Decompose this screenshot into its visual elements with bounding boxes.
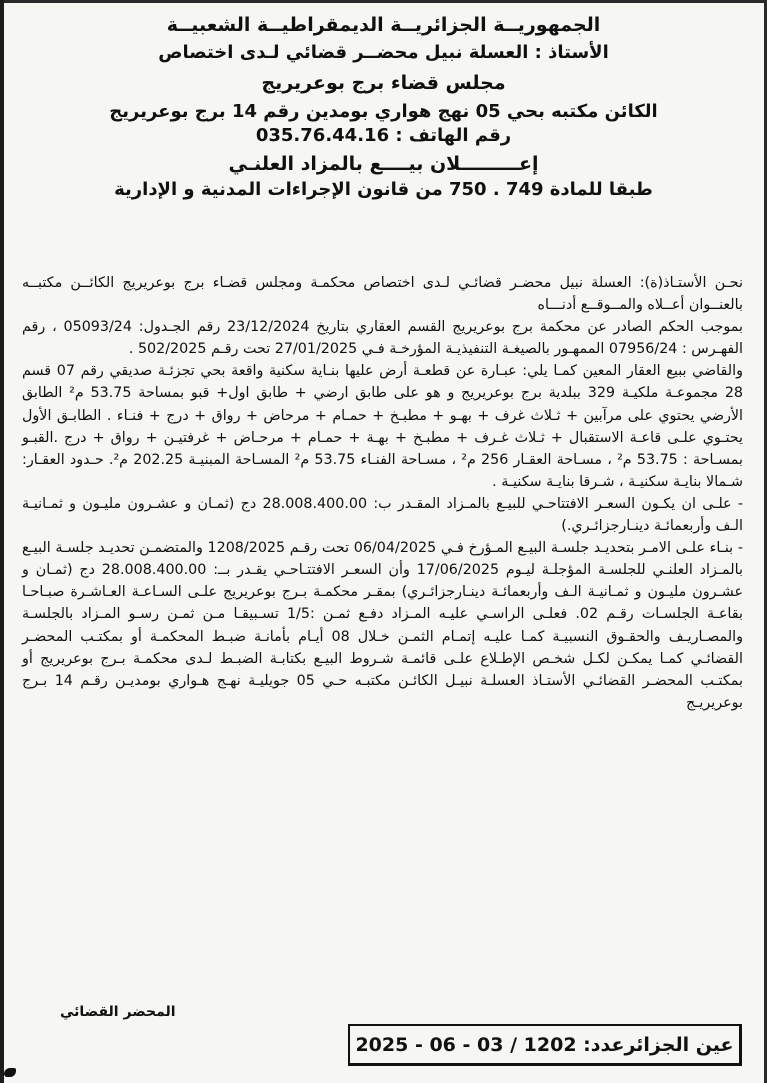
address-line: الكائن مكتبه بحي 05 نهج هواري بومدين رقم 14 برج بوعريريج <box>109 101 658 123</box>
judgment-paragraph: بموجب الحكم الصادر عن محكمة برج بوعريريج القسم العقاري بتاريخ 23/12/2024 رقم الجـدول: 05093/24 ، رقم الفهـرس : 07956/24 الممهـور بالصيغـة التنفيذيـة المؤرخـة فـي 27/01/2025 تحت رقـم 502/2025 . <box>22 319 743 358</box>
scan-edge-left <box>0 0 4 1083</box>
announcement-title: إعـــــــــلان بيــــع بالمزاد العلنـي <box>228 152 539 175</box>
signature-label: المحضر القضائي <box>60 1004 176 1020</box>
bailiff-line: الأستاذ : العسلة نبيل محضــر قضائي لـدى اختصاص <box>158 42 609 64</box>
legal-basis-line: طبقا للمادة 749 . 750 من قانون الإجراءات المدنية و الإدارية <box>114 178 653 200</box>
document-header <box>20 12 747 200</box>
opening-price-paragraph: - علـى ان يكـون السعـر الافتتاحـي للبيـع بالمـزاد المقـدر ب: 28.008.400.00 دج (ثمـان و عشـرون مليـون و ثمـانيـة الـف وأربعمائـة دينـارجزائـري.) <box>22 495 743 535</box>
court-line: مجلس قضاء برج بوعريريج <box>261 71 506 94</box>
publication-reference: عين الجزائرعدد: 1202 / 03 - 06 - 2025 <box>348 1024 742 1066</box>
intro-paragraph: نحـن الأستـاذ(ة): العسلة نبيل محضـر قضائـي لـدى اختصاص محكمـة ومجلس قضـاء برج بوعريريج الكائــن مكتبــه بالعنــوان أعــلاه والمــوقــع أدنـــاه <box>22 275 743 314</box>
phone-line: رقم الهاتف : 035.76.44.16 <box>255 125 512 147</box>
ink-mark <box>4 1068 16 1077</box>
property-paragraph: والقاضي ببيع العقار المعين كمـا يلي: عبـارة عن قطعـة أرض عليها بنـاية سكنية واقعة بحي تجزئـة صديقي رقم 07 قسم 28 مجموعـة ملكيـة 329 ببلدية برج بوعريريج و هو على طابق ارضي + طابق اول+ قبو بمساحة 53.75 م² الطابق الأرضي يحتوي على مرآبين + ثـلاث غرف + بهـو + مطبـخ + حمـام + مرحاض + رواق + درج + فنـاء . الطابـق الأول يحتـوي علـى قاعـة الاستقبال + ثـلاث غـرف + مطبـخ + بهـة + حمـام + مرحـاض + غرفتيـن + رواق + درج .القبـو بمسـاحة : 53.75 م² ، مسـاحة العقـار 256 م² ، مسـاحة الفنـاء 53.75 م² المسـاحة المبنيـة 202.25 م². حـدود العقـار: شـمالا بنايـة سكنيـة ، شـرقا بنايـة سكنيـة . <box>22 363 744 490</box>
republic-title: الجمهوريــة الجزائريــة الديمقراطيــة الشعبيــة <box>166 14 601 36</box>
scan-edge-top <box>0 0 767 3</box>
auction-terms-paragraph: - بنـاء علـى الامـر بتحديـد جلسـة البيـع المـؤرخ فـي 06/04/2025 تحت رقـم 1208/2025 والمتضمـن تحديـد جلسـة البيـع بالمـزاد العلنـي للجلسـة المؤجلـة ليـوم 17/06/2025 وأن السعـر الافتتـاحـي يقـدر بــ: 28.008.400.00 دج (ثمـان و عشـرون مليـون و ثمـانيـة الـف وأربعمائـة دينـارجزائـري) بمقـر محكمـة بـرج بوعريريج علـى السـاعـة العـاشـرة صبـاحـا بقاعـة الجلسـات رقـم 02. فعلـى الراسـي عليـه المـزاد دفـع ثمـن :1/5 تسـبيقـا مـن ثمـن رسـو المـزاد بالجلسـة والمصـاريـف والحقـوق النسبيـة كمـا عليـه إتمـام الثمـن خـلال 08 أيـام بأمانـة ضبـط المحكمـة أو بمكتـب المحضـر القضائـي كمـا يمكـن لكـل شخـص الإطـلاع علـى قائمـة شـروط البيـع بكتابـة الضبـط لـدى محكمـة بـرج بوعريريج أو بمكتـب المحضـر القضائـي الأستـاذ العسلـة نبيـل الكائـن مكتبـه حـي 05 جويليـة نهـج هـواري بومديـن رقـم 14 بـرج بوعريريـج <box>22 540 744 711</box>
document-body <box>22 272 743 714</box>
